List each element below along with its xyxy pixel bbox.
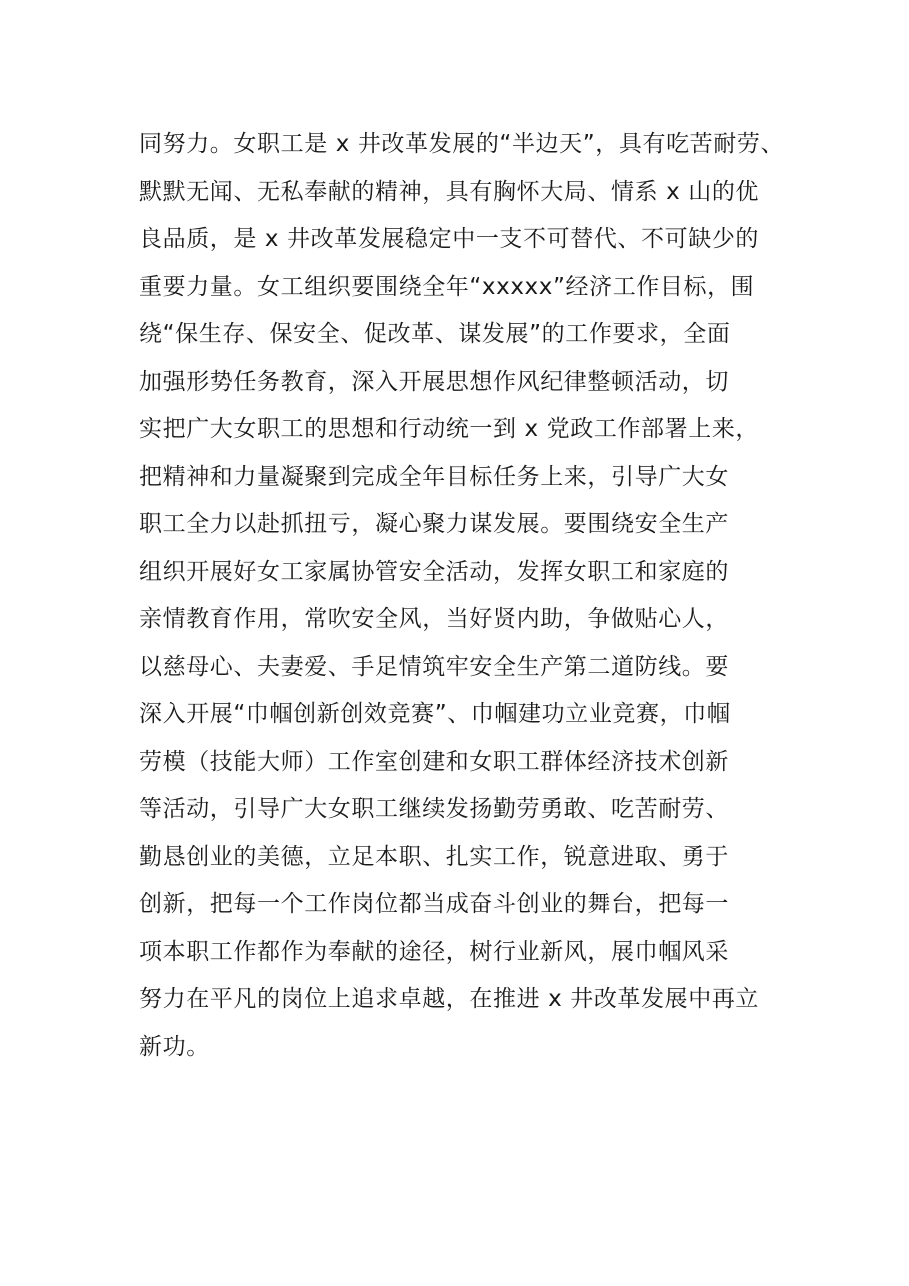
paragraph-line: 实把广大女职工的思想和行动统一到 x 党政工作部署上来， [139, 416, 760, 442]
paragraph-line: 组织开展好女工家属协管安全活动，发挥女职工和家庭的 [139, 558, 729, 585]
paragraph-line: 等活动，引导广大女职工继续发扬勤劳勇敢、吃苦耐劳、 [139, 796, 729, 822]
paragraph-line: 以慈母心、夫妻爱、手足情筑牢安全生产第二道防线。要 [139, 653, 729, 680]
paragraph-line: 良品质，是 x 井改革发展稳定中一支不可替代、不可缺少的 [139, 226, 760, 252]
paragraph-line: 绕“保生存、保安全、促改革、谋发展”的工作要求，全面 [139, 321, 731, 347]
paragraph-line: 同努力。女职工是 x 井改革发展的“半边天”，具有吃苦耐劳、 [139, 131, 785, 157]
paragraph-line: 创新，把每一个工作岗位都当成奋斗创业的舞台，把每一 [139, 891, 729, 917]
paragraph-line: 深入开展“巾帼创新创效竞赛”、巾帼建功立业竞赛，巾帼 [139, 701, 731, 727]
paragraph-line: 项本职工作都作为奉献的途径，树行业新风，展巾帼风采 [139, 938, 729, 965]
paragraph-line: 默默无闻、无私奉献的精神，具有胸怀大局、情系 x 山的优 [139, 178, 760, 205]
paragraph-line: 重要力量。女工组织要围绕全年“xxxxx”经济工作目标，围 [139, 273, 755, 300]
body-paragraph [139, 124, 789, 1074]
paragraph-line: 劳模（技能大师）工作室创建和女职工群体经济技术创新 [139, 748, 729, 775]
paragraph-line: 把精神和力量凝聚到完成全年目标任务上来，引导广大女 [139, 463, 729, 490]
paragraph-line: 努力在平凡的岗位上追求卓越，在推进 x 井改革发展中再立 [139, 986, 760, 1012]
paragraph-line: 亲情教育作用，常吹安全风，当好贤内助，争做贴心人， [139, 606, 729, 632]
paragraph-line: 勤恳创业的美德，立足本职、扎实工作，锐意进取、勇于 [139, 843, 729, 870]
paragraph-line: 职工全力以赴抓扭亏，凝心聚力谋发展。要围绕安全生产 [139, 511, 729, 537]
paragraph-line: 新功。 [139, 1033, 210, 1060]
paragraph-line: 加强形势任务教育，深入开展思想作风纪律整顿活动，切 [139, 368, 729, 395]
